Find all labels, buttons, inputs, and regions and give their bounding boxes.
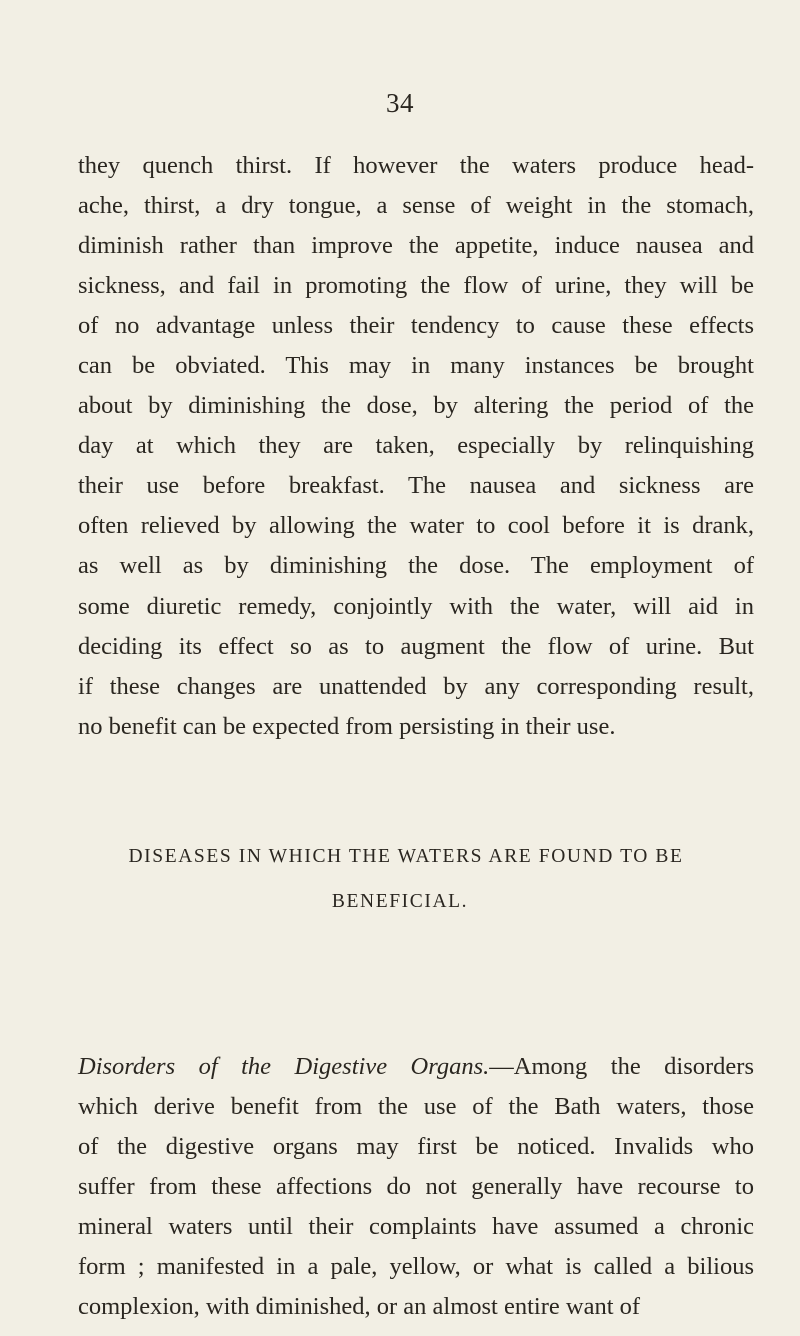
text-line bbox=[78, 1047, 754, 1087]
paragraph-digestive-disorders bbox=[78, 1047, 754, 1327]
text-line: often relieved by allowing the water to cool before it is drank, bbox=[78, 512, 754, 540]
text-line: sickness, and fail in promoting the flow of urine, they will be bbox=[78, 272, 754, 300]
text-line: their use before breakfast. The nausea and sickness are bbox=[78, 472, 754, 500]
text-line: mineral waters until their complaints have assumed a chronic bbox=[78, 1213, 754, 1241]
text-line: of no advantage unless their tendency to cause these effects bbox=[78, 312, 754, 340]
text-line: diminish rather than improve the appetite, induce nausea and bbox=[78, 232, 754, 260]
text-line: some diuretic remedy, conjointly with the water, will aid in bbox=[78, 592, 754, 620]
text-line: can be obviated. This may in many instances be brought bbox=[78, 352, 754, 380]
text-line: which derive benefit from the use of the Bath waters, those bbox=[78, 1093, 754, 1121]
text-line: no benefit can be expected from persisting in their use. bbox=[78, 712, 616, 740]
subsection-title: Disorders of the Digestive Organs. bbox=[78, 1053, 490, 1080]
text-line: they quench thirst. If however the waters produce head- bbox=[78, 152, 754, 179]
text-line: complexion, with diminished, or an almost entire want of bbox=[78, 1293, 641, 1321]
paragraph-waters-effects bbox=[78, 146, 754, 747]
text-line: if these changes are unattended by any corresponding result, bbox=[78, 672, 754, 700]
text-line: suffer from these affections do not generally have recourse to bbox=[78, 1173, 754, 1201]
text-line: about by diminishing the dose, by altering the period of the bbox=[78, 392, 754, 420]
section-heading-continued: BENEFICIAL. bbox=[331, 891, 469, 912]
section-heading: DISEASES IN WHICH THE WATERS ARE FOUND TO BE bbox=[128, 846, 684, 867]
text-line: as well as by diminishing the dose. The employment of bbox=[78, 552, 754, 580]
page-number: 34 bbox=[386, 88, 414, 118]
text-line: deciding its effect so as to augment the flow of urine. But bbox=[78, 632, 754, 660]
text-line: of the digestive organs may first be noticed. Invalids who bbox=[78, 1133, 754, 1161]
text-run: —Among the disorders bbox=[489, 1053, 754, 1080]
text-line: day at which they are taken, especially by relinquishing bbox=[78, 432, 754, 460]
text-line: form ; manifested in a pale, yellow, or what is called a bilious bbox=[78, 1253, 754, 1281]
text-line: ache, thirst, a dry tongue, a sense of weight in the stomach, bbox=[78, 192, 754, 220]
